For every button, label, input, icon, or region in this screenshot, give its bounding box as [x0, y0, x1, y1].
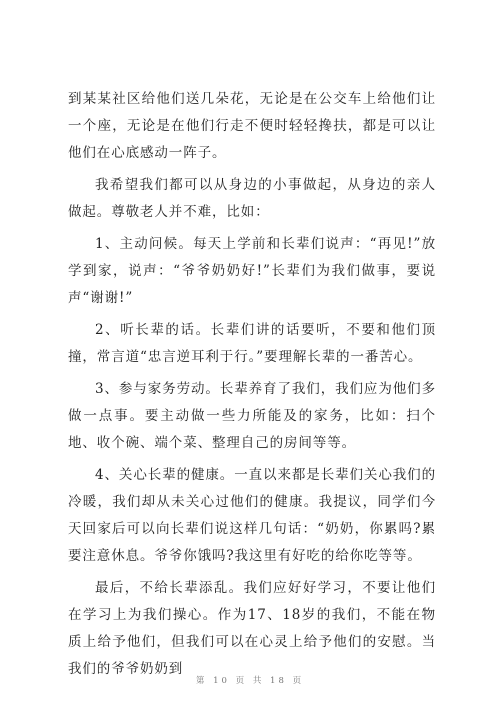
paragraph-3: 1、主动问候。每天上学前和长辈们说声：“再见!”放学到家，说声：“爷爷奶奶好!”长辈们为我们做事，要说声“谢谢!” — [68, 236, 436, 306]
document-body — [68, 86, 436, 688]
paragraph-7: 最后，不给长辈添乱。我们应好好学习，不要让他们在学习上为我们操心。作为17、18岁的我们，不能在物质上给予他们，但我们可以在心灵上给予他们的安慰。当我们的爷爷奶奶到 — [68, 580, 436, 677]
paragraph-4: 2、听长辈的话。长辈们讲的话要听，不要和他们顶撞，常言道“忠言逆耳利于行。”要理解长辈的一番苦心。 — [68, 322, 436, 365]
paragraph-6: 4、关心长辈的健康。一直以来都是长辈们关心我们的冷暖，我们却从未关心过他们的健康。我提议，同学们今天回家后可以向长辈们说这样几句话：“奶奶，你累吗?累要注意休息。爷爷你饿吗?我这里有好吃的给你吃等等。 — [68, 467, 436, 564]
paragraph-1: 到某某社区给他们送几朵花，无论是在公交车上给他们让一个座，无论是在他们行走不便时轻轻搀扶，都是可以让他们在心底感动一阵子。 — [68, 91, 436, 161]
page-number-footer: 第 10 页 共 18 页 — [195, 676, 305, 686]
paragraph-2: 我希望我们都可以从身边的小事做起，从身边的亲人做起。尊敬老人并不难，比如： — [68, 177, 436, 220]
paragraph-5: 3、参与家务劳动。长辈养育了我们，我们应为他们多做一点事。要主动做一些力所能及的家务，比如：扫个地、收个碗、端个菜、整理自己的房间等等。 — [68, 381, 436, 451]
